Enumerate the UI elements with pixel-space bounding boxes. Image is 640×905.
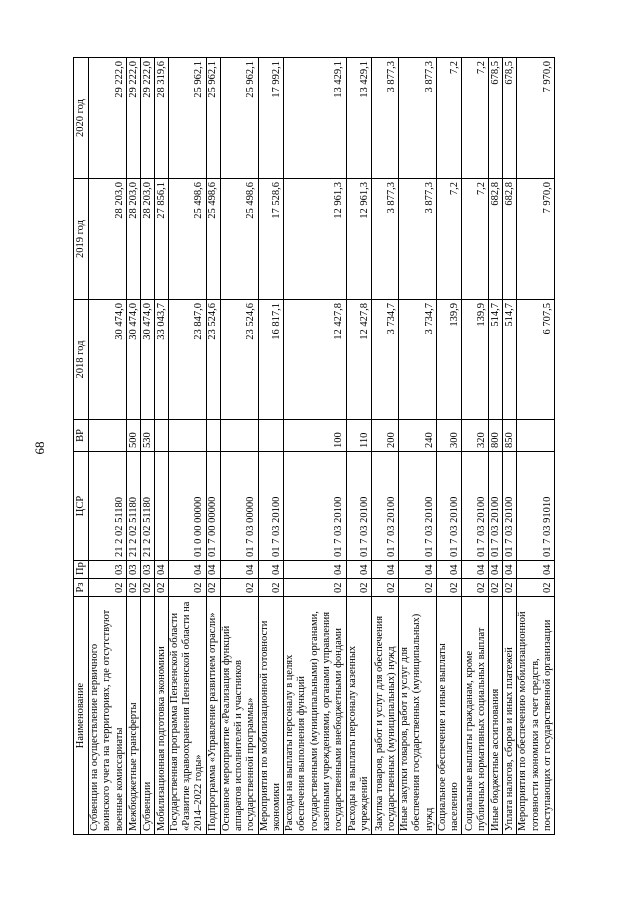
header-pr: Пр bbox=[74, 561, 89, 579]
row-pr: 04 bbox=[168, 561, 206, 579]
row-pr: 04 bbox=[372, 561, 399, 579]
row-csr bbox=[154, 452, 168, 561]
table-row bbox=[206, 58, 220, 835]
row-csr: 21 2 02 51180 bbox=[89, 452, 127, 561]
row-2018: 6 707,5 bbox=[517, 300, 555, 420]
row-2020: 29 222,0 bbox=[140, 58, 154, 179]
row-2019: 28 203,0 bbox=[89, 179, 127, 300]
row-2018: 514,7 bbox=[503, 300, 517, 420]
row-2019: 28 203,0 bbox=[126, 179, 140, 300]
header-2018: 2018 год bbox=[74, 300, 89, 420]
row-vr: 850 bbox=[503, 420, 517, 452]
row-pr: 04 bbox=[462, 561, 489, 579]
row-csr: 01 7 03 20100 bbox=[462, 452, 489, 561]
row-2019: 7,2 bbox=[462, 179, 489, 300]
table-row bbox=[154, 58, 168, 835]
header-row bbox=[74, 58, 89, 835]
row-csr: 21 2 02 51180 bbox=[126, 452, 140, 561]
row-2019: 7,2 bbox=[436, 179, 462, 300]
row-2020: 25 962,1 bbox=[168, 58, 206, 179]
row-name: Уплата налогов, сборов и иных платежей bbox=[503, 597, 517, 835]
header-2020: 2020 год bbox=[74, 58, 89, 179]
row-2019: 27 856,1 bbox=[154, 179, 168, 300]
row-csr: 01 7 03 20100 bbox=[284, 452, 346, 561]
row-name: Подпрограмма «Управление развитием отрасли» bbox=[206, 597, 220, 835]
row-pr: 04 bbox=[503, 561, 517, 579]
row-2018: 30 474,0 bbox=[126, 300, 140, 420]
row-csr: 01 7 03 00000 bbox=[220, 452, 258, 561]
row-csr: 01 7 03 20100 bbox=[436, 452, 462, 561]
row-pr: 04 bbox=[284, 561, 346, 579]
row-2018: 3 734,7 bbox=[372, 300, 399, 420]
row-csr: 01 7 03 20100 bbox=[372, 452, 399, 561]
row-2020: 29 222,0 bbox=[89, 58, 127, 179]
row-rz: 02 bbox=[372, 579, 399, 597]
row-vr: 100 bbox=[284, 420, 346, 452]
table-row bbox=[436, 58, 462, 835]
table-row bbox=[503, 58, 517, 835]
table-row bbox=[346, 58, 372, 835]
row-name: Социальные выплаты гражданам, кроме публичных нормативных социальных выплат bbox=[462, 597, 489, 835]
row-vr bbox=[154, 420, 168, 452]
row-2019: 3 877,3 bbox=[399, 179, 437, 300]
row-rz: 02 bbox=[462, 579, 489, 597]
rotated-table-container bbox=[73, 58, 554, 835]
row-2019: 3 877,3 bbox=[372, 179, 399, 300]
row-2018: 514,7 bbox=[489, 300, 503, 420]
row-2019: 7 970,0 bbox=[517, 179, 555, 300]
row-2020: 29 222,0 bbox=[126, 58, 140, 179]
row-rz: 02 bbox=[126, 579, 140, 597]
row-rz: 02 bbox=[258, 579, 284, 597]
row-rz: 02 bbox=[436, 579, 462, 597]
table-row bbox=[462, 58, 489, 835]
row-vr: 530 bbox=[140, 420, 154, 452]
row-2018: 3 734,7 bbox=[399, 300, 437, 420]
row-pr: 03 bbox=[89, 561, 127, 579]
row-csr: 01 7 03 20100 bbox=[258, 452, 284, 561]
table-row bbox=[284, 58, 346, 835]
table-row bbox=[517, 58, 555, 835]
row-2019: 12 961,3 bbox=[284, 179, 346, 300]
table-row bbox=[258, 58, 284, 835]
row-name: Иные бюджетные ассигнования bbox=[489, 597, 503, 835]
row-2020: 13 429,1 bbox=[284, 58, 346, 179]
row-2019: 682,8 bbox=[503, 179, 517, 300]
table-row bbox=[126, 58, 140, 835]
row-vr: 300 bbox=[436, 420, 462, 452]
row-vr bbox=[258, 420, 284, 452]
row-2020: 7,2 bbox=[436, 58, 462, 179]
table-row bbox=[489, 58, 503, 835]
row-2020: 7 970,0 bbox=[517, 58, 555, 179]
row-2020: 678,5 bbox=[489, 58, 503, 179]
row-2018: 12 427,8 bbox=[284, 300, 346, 420]
row-2020: 25 962,1 bbox=[206, 58, 220, 179]
row-csr: 01 7 03 20100 bbox=[346, 452, 372, 561]
row-name: Субвенции bbox=[140, 597, 154, 835]
row-2020: 3 877,3 bbox=[372, 58, 399, 179]
row-name: Социальное обеспечение и иные выплаты населению bbox=[436, 597, 462, 835]
row-vr bbox=[168, 420, 206, 452]
row-vr: 320 bbox=[462, 420, 489, 452]
row-2019: 12 961,3 bbox=[346, 179, 372, 300]
row-2019: 25 498,6 bbox=[206, 179, 220, 300]
header-name: Наименование bbox=[74, 597, 89, 835]
row-vr: 500 bbox=[126, 420, 140, 452]
row-rz: 02 bbox=[89, 579, 127, 597]
row-pr: 03 bbox=[140, 561, 154, 579]
row-rz: 02 bbox=[140, 579, 154, 597]
row-name: Расходы на выплаты персоналу казенных учреждений bbox=[346, 597, 372, 835]
table-row bbox=[140, 58, 154, 835]
row-name: Иные закупки товаров, работ и услуг для обеспечения государственных (муниципальных) нужд bbox=[399, 597, 437, 835]
row-csr: 01 0 00 00000 bbox=[168, 452, 206, 561]
header-vr: ВР bbox=[74, 420, 89, 452]
row-pr: 04 bbox=[258, 561, 284, 579]
row-rz: 02 bbox=[154, 579, 168, 597]
row-rz: 02 bbox=[399, 579, 437, 597]
row-2018: 139,9 bbox=[462, 300, 489, 420]
row-2020: 7,2 bbox=[462, 58, 489, 179]
row-pr: 04 bbox=[489, 561, 503, 579]
row-name: Субвенции на осуществление первичного воинского учета на территориях, где отсутствуют военные комиссариаты bbox=[89, 597, 127, 835]
row-vr bbox=[517, 420, 555, 452]
row-pr: 03 bbox=[126, 561, 140, 579]
row-csr: 01 7 03 20100 bbox=[489, 452, 503, 561]
row-2018: 33 043,7 bbox=[154, 300, 168, 420]
row-pr: 04 bbox=[399, 561, 437, 579]
row-2018: 16 817,1 bbox=[258, 300, 284, 420]
row-rz: 02 bbox=[489, 579, 503, 597]
row-2020: 3 877,3 bbox=[399, 58, 437, 179]
table-row bbox=[89, 58, 127, 835]
row-name: Основное мероприятие «Реализация функций аппаратов исполнителей и участников государственной программы» bbox=[220, 597, 258, 835]
table-row bbox=[220, 58, 258, 835]
table-row bbox=[168, 58, 206, 835]
row-csr: 01 7 03 20100 bbox=[399, 452, 437, 561]
row-name: Расходы на выплаты персоналу в целях обеспечения выполнения функций государственными (муниципальными) органами, казенными учреждениями, органами управления государственными внебюджетными фондами bbox=[284, 597, 346, 835]
row-rz: 02 bbox=[206, 579, 220, 597]
row-name: Мобилизационная подготовка экономики bbox=[154, 597, 168, 835]
row-name: Закупка товаров, работ и услуг для обеспечения государственных (муниципальных) нужд bbox=[372, 597, 399, 835]
row-pr: 04 bbox=[154, 561, 168, 579]
row-2019: 25 498,6 bbox=[168, 179, 206, 300]
row-vr bbox=[220, 420, 258, 452]
row-pr: 04 bbox=[206, 561, 220, 579]
row-rz: 02 bbox=[168, 579, 206, 597]
row-csr: 21 2 02 51180 bbox=[140, 452, 154, 561]
header-rz: Рз bbox=[74, 579, 89, 597]
row-2020: 678,5 bbox=[503, 58, 517, 179]
row-2019: 25 498,6 bbox=[220, 179, 258, 300]
row-2018: 139,9 bbox=[436, 300, 462, 420]
row-name: Государственная программа Пензенской области «Развитие здравоохранения Пензенской области на 2014–2022 годы» bbox=[168, 597, 206, 835]
row-2018: 23 524,6 bbox=[220, 300, 258, 420]
row-2020: 13 429,1 bbox=[346, 58, 372, 179]
row-rz: 02 bbox=[517, 579, 555, 597]
row-name: Межбюджетные трансферты bbox=[126, 597, 140, 835]
table-row bbox=[399, 58, 437, 835]
budget-table bbox=[73, 57, 555, 835]
row-2018: 30 474,0 bbox=[140, 300, 154, 420]
row-2018: 23 524,6 bbox=[206, 300, 220, 420]
row-name: Мероприятия по мобилизационной готовности экономики bbox=[258, 597, 284, 835]
page-number: 68 bbox=[32, 441, 47, 455]
row-csr: 01 7 00 00000 bbox=[206, 452, 220, 561]
row-vr: 240 bbox=[399, 420, 437, 452]
header-2019: 2019 год bbox=[74, 179, 89, 300]
row-rz: 02 bbox=[220, 579, 258, 597]
row-2018: 12 427,8 bbox=[346, 300, 372, 420]
row-csr: 01 7 03 20100 bbox=[503, 452, 517, 561]
row-2018: 30 474,0 bbox=[89, 300, 127, 420]
row-2018: 23 847,0 bbox=[168, 300, 206, 420]
header-csr: ЦСР bbox=[74, 452, 89, 561]
row-2020: 28 319,6 bbox=[154, 58, 168, 179]
row-2019: 682,8 bbox=[489, 179, 503, 300]
row-2019: 17 528,6 bbox=[258, 179, 284, 300]
row-vr: 800 bbox=[489, 420, 503, 452]
row-2020: 17 992,1 bbox=[258, 58, 284, 179]
row-vr bbox=[206, 420, 220, 452]
row-2020: 25 962,1 bbox=[220, 58, 258, 179]
row-vr: 110 bbox=[346, 420, 372, 452]
row-name: Мероприятия по обеспечению мобилизационной готовности экономики за счет средств, поступающих от государственной организации bbox=[517, 597, 555, 835]
row-vr bbox=[89, 420, 127, 452]
table-row bbox=[372, 58, 399, 835]
row-rz: 02 bbox=[503, 579, 517, 597]
row-rz: 02 bbox=[284, 579, 346, 597]
row-pr: 04 bbox=[436, 561, 462, 579]
row-pr: 04 bbox=[517, 561, 555, 579]
row-pr: 04 bbox=[346, 561, 372, 579]
row-csr: 01 7 03 91010 bbox=[517, 452, 555, 561]
row-rz: 02 bbox=[346, 579, 372, 597]
row-2019: 28 203,0 bbox=[140, 179, 154, 300]
row-pr: 04 bbox=[220, 561, 258, 579]
row-vr: 200 bbox=[372, 420, 399, 452]
